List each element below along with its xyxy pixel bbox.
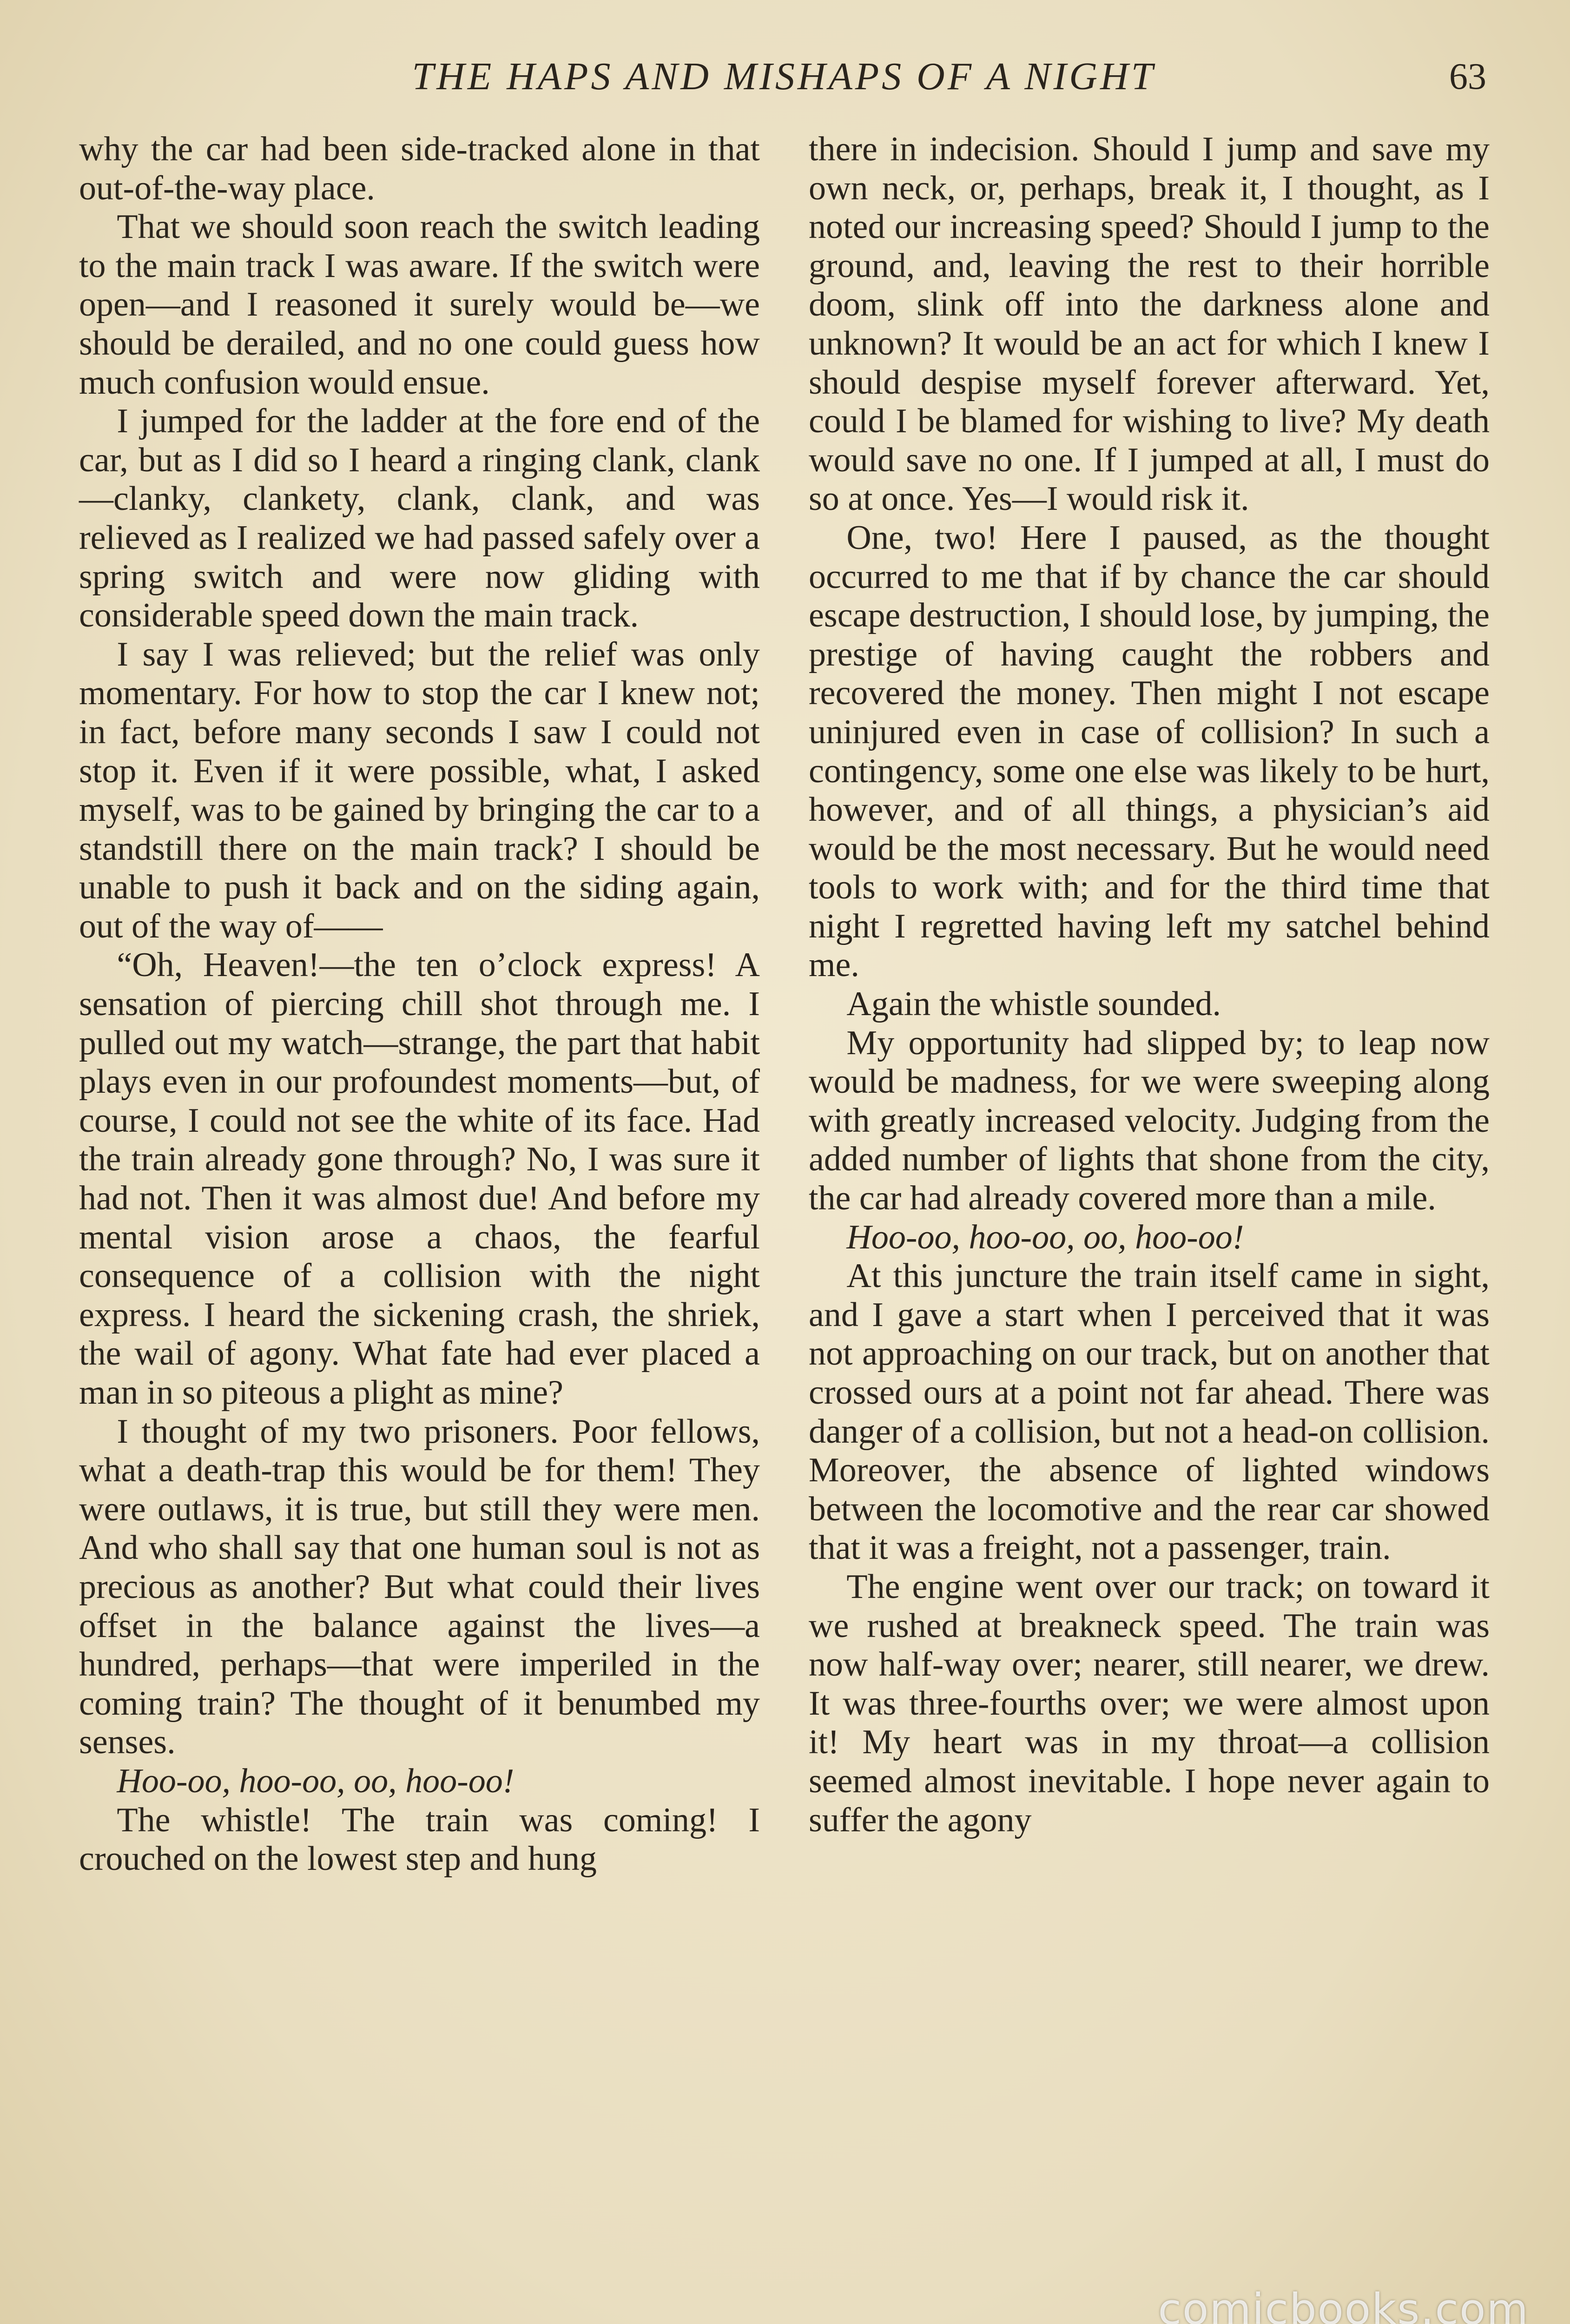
paragraph: I jumped for the ladder at the fore end of the car, but as I did so I heard a ringing clank, clank—clanky, clankety, clank, clank, and was relieved as I realized we had passed safely over a spring switch and were now gliding with considerable speed down the main track.: [79, 402, 760, 635]
paragraph: there in indecision. Should I jump and save my own neck, or, perhaps, break it, I thought, as I noted our increasing speed? Should I jump to the ground, and, leaving the rest to their horrible doom, slink off into the darkness alone and unknown? It would be an act for which I knew I should despise myself forever afterward. Yet, could I be blamed for wishing to live? My death would save no one. If I jumped at all, I must do so at once. Yes—I would risk it.: [809, 130, 1490, 518]
whistle-sound-line: Hoo-oo, hoo-oo, oo, hoo-oo!: [846, 1218, 1244, 1256]
running-title: THE HAPS AND MISHAPS OF A NIGHT: [412, 55, 1156, 98]
paragraph: That we should soon reach the switch leading to the main track I was aware. If the switch were open—and I reasoned it surely would be—we should be derailed, and no one could guess how much confusion would ensue.: [79, 208, 760, 402]
page-number: 63: [1449, 56, 1486, 97]
right-column: [809, 130, 1490, 1840]
paragraph: At this juncture the train itself came in sight, and I gave a start when I perceived that it was not approaching on our track, but on another that crossed ours at a point not far ahead. There was danger of a collision, but not a head-on collision. Moreover, the absence of lighted windows between the locomotive and the rear car showed that it was a freight, not a passenger, train.: [809, 1257, 1490, 1567]
paragraph: I say I was relieved; but the relief was only momentary. For how to stop the car I knew not; in fact, before many seconds I saw I could not stop it. Even if it were possible, what, I asked myself, was to be gained by bringing the car to a standstill there on the main track? I should be unable to push it back and on the siding again, out of the way of——: [79, 635, 760, 945]
paragraph: One, two! Here I paused, as the thought occurred to me that if by chance the car should escape destruction, I should lose, by jumping, the prestige of having caught the robbers and recovered the money. Then might I not escape uninjured even in case of collision? In such a contingency, some one else was likely to be hurt, however, and of all things, a physician’s aid would be the most necessary. But he would need tools to work with; and for the third time that night I regretted having left my satchel behind me.: [809, 518, 1490, 984]
watermark: comicbooks.com: [1158, 2284, 1529, 2324]
paragraph: The engine went over our track; on toward it we rushed at breakneck speed. The train was now half-way over; nearer, still nearer, we drew. It was three-fourths over; we were almost upon it! My heart was in my throat—a collision seemed almost inevitable. I hope never again to suffer the agony: [809, 1567, 1490, 1839]
paragraph: I thought of my two prisoners. Poor fellows, what a death-trap this would be for them! They were outlaws, it is true, but still they were men. And who shall say that one human soul is not as precious as another? But what could their lives offset in the balance against the lives—a hundred, perhaps—that were imperiled in the coming train? The thought of it benumbed my senses.: [79, 1412, 760, 1762]
whistle-sound-line: Hoo-oo, hoo-oo, oo, hoo-oo!: [117, 1762, 515, 1800]
paragraph: “Oh, Heaven!—the ten o’clock express! A sensation of piercing chill shot through me. I pulled out my watch—strange, the part that habit plays even in our profoundest moments—but, of course, I could not see the white of its face. Had the train already gone through? No, I was sure it had not. Then it was almost due! And before my mental vision arose a chaos, the fearful consequence of a collision with the night express. I heard the sickening crash, the shriek, the wail of agony. What fate had ever placed a man in so piteous a plight as mine?: [79, 946, 760, 1412]
paragraph: Again the whistle sounded.: [846, 985, 1221, 1023]
paragraph: why the car had been side-tracked alone in that out-of-the-way place.: [79, 130, 760, 207]
running-head: [81, 49, 1486, 105]
left-column: [79, 130, 760, 1879]
paragraph: The whistle! The train was coming! I crouched on the lowest step and hung: [79, 1801, 760, 1878]
paragraph: My opportunity had slipped by; to leap now would be madness, for we were sweeping along with greatly increased velocity. Judging from the added number of lights that shone from the city, the car had already covered more than a mile.: [809, 1023, 1490, 1218]
